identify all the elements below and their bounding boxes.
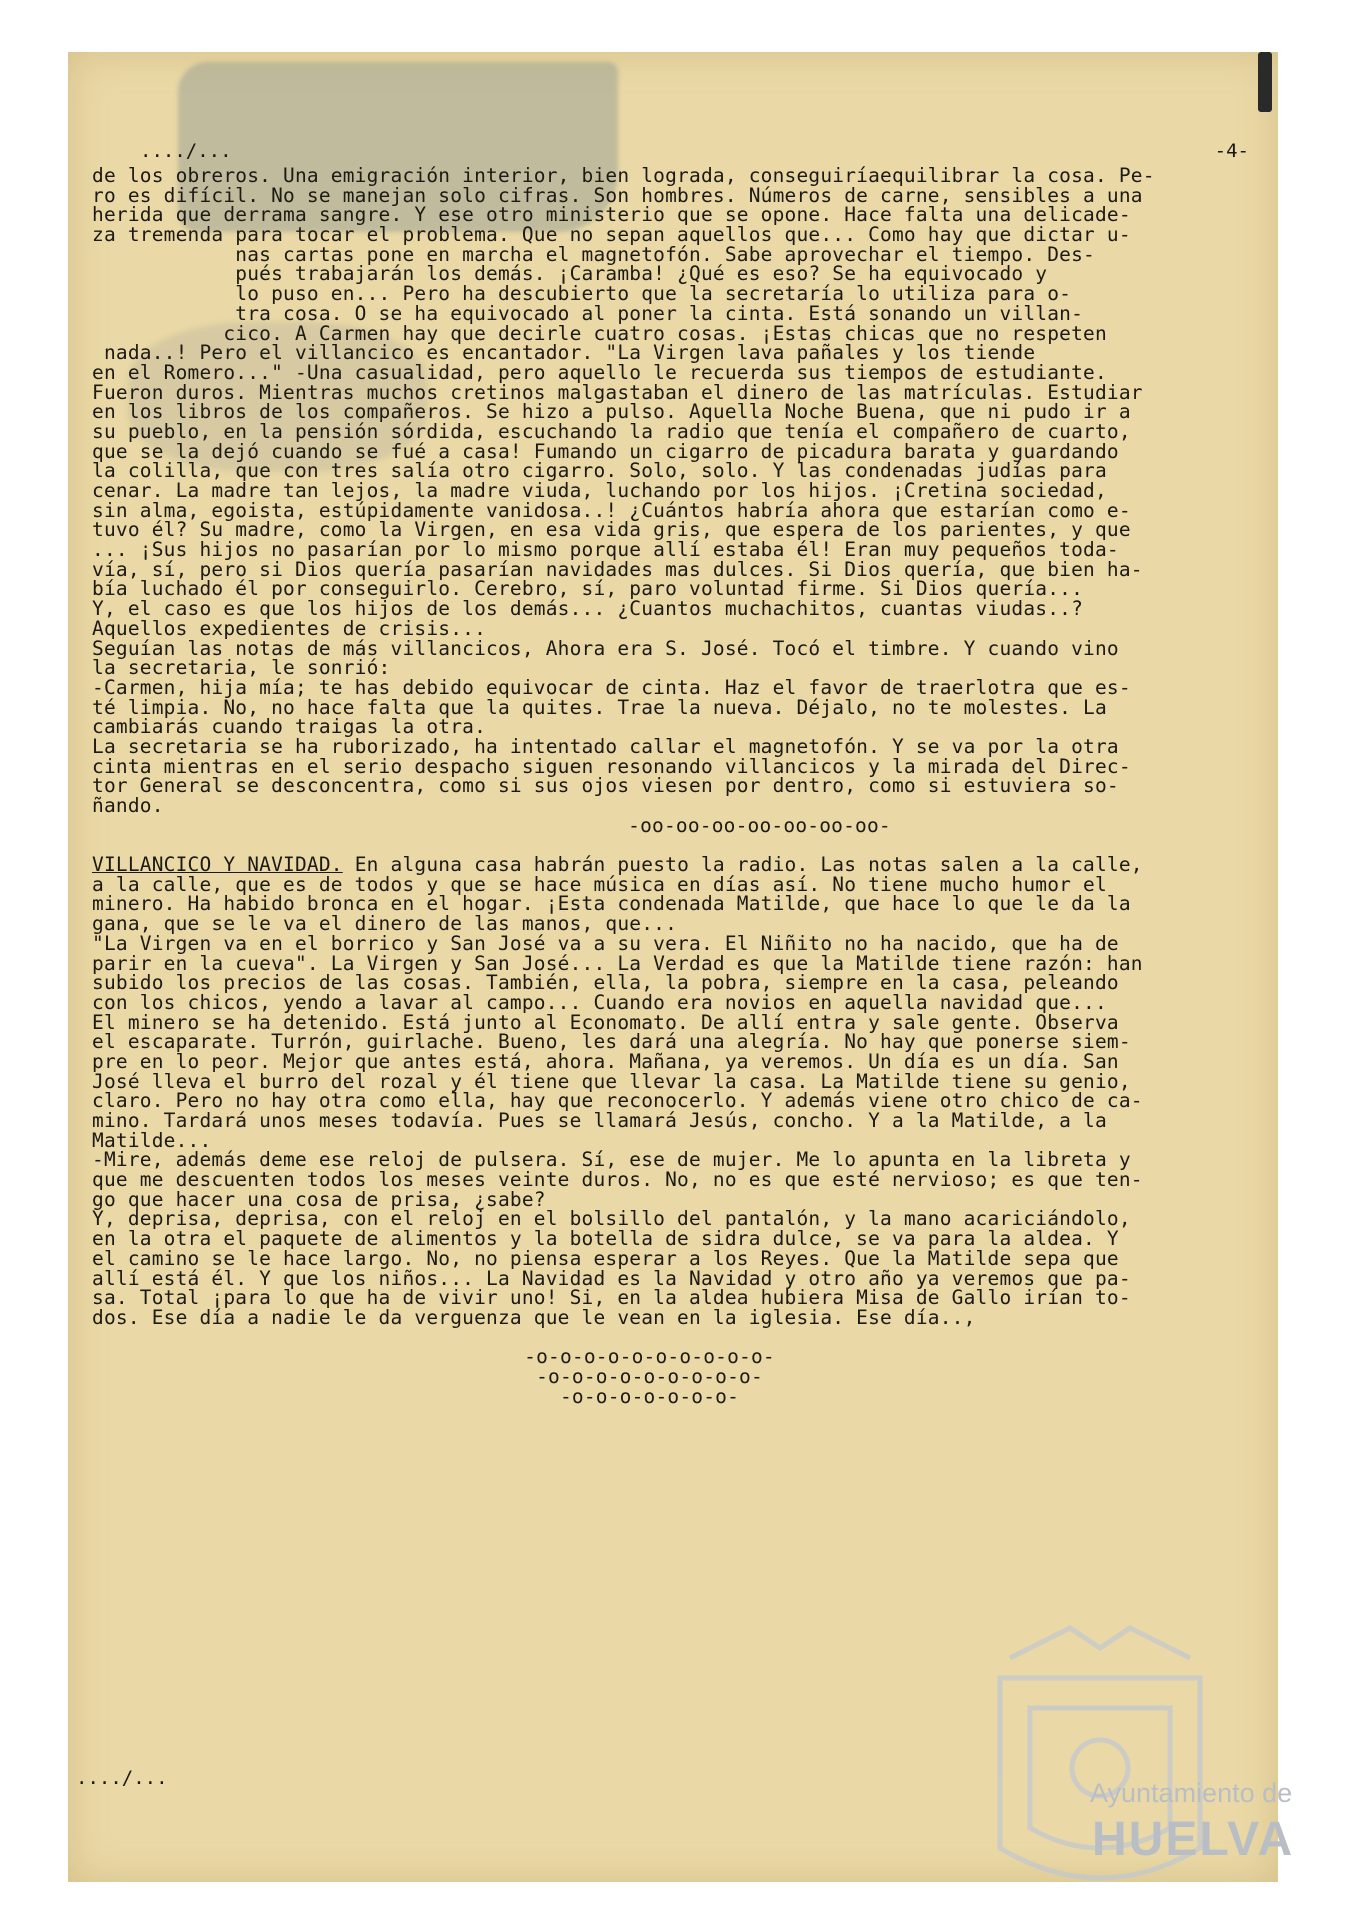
text-line: lo puso en... Pero ha descubierto que la secretaría lo utiliza para o- <box>92 282 1072 306</box>
text-line: Y, deprisa, deprisa, con el reloj en el bolsillo del pantalón, y la mano acariciándolo, <box>92 1207 1131 1231</box>
text-line: allí está él. Y que los niños... La Navidad es la Navidad y otro año ya veremos que pa- <box>92 1266 1131 1290</box>
text-line: té limpia. No, no hace falta que la quites. Trae la nueva. Déjalo, no te molestes. La <box>92 695 1107 719</box>
text-line: ñando. <box>92 794 164 817</box>
text-line: en los libros de los compañeros. Se hizo a pulso. Aquella Noche Buena, que ni pudo ir a <box>92 400 1131 424</box>
text-line: -Carmen, hija mía; te has debido equivocar de cinta. Haz el favor de traerlotra que es- <box>92 675 1131 699</box>
separator-line: -oo-oo-oo-oo-oo-oo-oo- <box>628 813 891 837</box>
text-line: dos. Ese día a nadie le da verguenza que le vean en la iglesia. Ese día.., <box>92 1305 976 1329</box>
text-line: Fueron duros. Mientras muchos cretinos malgastaban el dinero de las matrículas. Estudiar <box>92 380 1143 404</box>
page-edge-mark <box>1258 52 1272 112</box>
text-line: cinta mientras en el serio despacho siguen resonando villancicos y la mirada del Direc- <box>92 754 1131 778</box>
text-line: el camino se le hace largo. No, no piensa esperar a los Reyes. Que la Matilde sepa que <box>92 1246 1119 1270</box>
text-line: herida que derrama sangre. Y ese otro ministerio que se opone. Hace falta una delicade- <box>92 203 1131 227</box>
separator-line: -o-o-o-o-o-o-o-o-o- <box>536 1364 763 1388</box>
watermark-line2: HUELVA <box>1092 1813 1295 1866</box>
typed-text <box>92 166 1167 1406</box>
text-line: pués trabajarán los demás. ¡Caramba! ¿Qué es eso? Se ha equivocado y <box>92 262 1048 286</box>
text-line: ... ¡Sus hijos no pasarían por lo mismo porque allí estaba él! Eran muy pequeños toda- <box>92 538 1119 562</box>
text-line: mino. Tardará unos meses todavía. Pues se llamará Jesús, concho. Y a la Matilde, a la <box>92 1109 1107 1132</box>
text-line: bía luchado él por conseguirlo. Cerebro, sí, paro voluntad firme. Si Dios quería... <box>92 577 1084 601</box>
text-line: en la otra el paquete de alimentos y la botella de sidra dulce, se va para la aldea. Y <box>92 1227 1119 1251</box>
section-first-line: En alguna casa habrán puesto la radio. Las notas salen a la calle, <box>342 853 1143 877</box>
text-line: José lleva el burro del rozal y él tiene que llevar la casa. La Matilde tiene su genio, <box>92 1069 1131 1093</box>
text-line: cambiarás cuando traigas la otra. <box>92 715 487 739</box>
text-line: sa. Total ¡para lo que ha de vivir uno! Si, en la aldea hubiera Misa de Gallo irían to- <box>92 1286 1131 1310</box>
text-line: Y, el caso es que los hijos de los demás... ¿Cuantos muchachitos, cuantas viudas..? <box>92 597 1084 621</box>
text-line: Matilde... <box>92 1128 212 1152</box>
text-line: parir en la cueva". La Virgen y San José... La Verdad es que la Matilde tiene razón: han <box>92 951 1143 975</box>
text-line: tra cosa. O se ha equivocado al poner la cinta. Está sonando un villan- <box>92 301 1084 325</box>
text-line: la colilla, que con tres salía otro cigarro. Solo, solo. Y las condenadas judías para <box>92 459 1107 483</box>
footer-continuation-mark: ..../... <box>76 1767 168 1789</box>
text-line: que se la dejó cuando se fué a casa! Fumando un cigarro de picadura barata y guardando <box>92 439 1119 463</box>
section-heading-line <box>92 855 1167 875</box>
text-line: tor General se desconcentra, como si sus ojos viesen por dentro, como si estuviera so- <box>92 774 1119 798</box>
text-line: que me descuenten todos los meses veinte duros. No, no es que esté nervioso; es que ten- <box>92 1168 1143 1192</box>
text-line: subido los precios de las cosas. También, ella, la pobra, siempre en la casa, peleando <box>92 971 1119 995</box>
separator-line: -o-o-o-o-o-o-o-o-o-o- <box>524 1345 775 1369</box>
text-line: cico. A Carmen hay que decirle cuatro cosas. ¡Estas chicas que no respeten <box>92 321 1107 345</box>
text-line: El minero se ha detenido. Está junto al Economato. De allí entra y sale gente. Observa <box>92 1010 1119 1034</box>
text-line: go que hacer una cosa de prisa, ¿sabe? <box>92 1187 546 1211</box>
text-line: cenar. La madre tan lejos, la madre viuda, luchando por los hijos. ¡Cretina sociedad, <box>92 479 1107 502</box>
page-number: -4- <box>1214 140 1249 162</box>
text-line: ro es difícil. No se manejan solo cifras. Son hombres. Números de carne, sensibles a una <box>92 183 1143 207</box>
text-line: claro. Pero no hay otra como ella, hay que reconocerlo. Y además viene otro chico de ca- <box>92 1089 1143 1113</box>
text-line: tuvo él? Su madre, como la Virgen, en esa vida gris, que espera de los parientes, y que <box>92 518 1131 542</box>
text-line: Aquellos expedientes de crisis... <box>92 616 487 640</box>
text-line: minero. Ha habido bronca en el hogar. ¡Esta condenada Matilde, que hace lo que le da la <box>92 892 1131 916</box>
continuation-mark: ..../... <box>140 140 232 162</box>
text-line: vía, sí, pero si Dios quería pasarían navidades mas dulces. Si Dios quería, que bien ha- <box>92 557 1143 581</box>
text-line: la secretaria, le sonrió: <box>92 656 391 680</box>
separator-line: -o-o-o-o-o-o-o- <box>559 1384 740 1408</box>
section-title: VILLANCICO Y NAVIDAD. <box>92 853 343 877</box>
text-line: sin alma, egoista, estúpidamente vanidosa..! ¿Cuántos habría ahora que estarían como e- <box>92 498 1131 522</box>
text-line: nas cartas pone en marcha el magnetofón. Sabe aprovechar el tiempo. Des- <box>92 242 1095 266</box>
text-line: de los obreros. Una emigración interior, bien lograda, conseguiríaequilibrar la cosa. Pe- <box>92 164 1155 187</box>
text-line: en el Romero..." -Una casualidad, pero aquello le recuerda sus tiempos de estudiante. <box>92 360 1107 384</box>
text-line: Seguían las notas de más villancicos, Ahora era S. José. Tocó el timbre. Y cuando vino <box>92 636 1119 660</box>
text-line: gana, que se le va el dinero de las manos, que... <box>92 912 678 936</box>
text-line: -Mire, además deme ese reloj de pulsera. Sí, ese de mujer. Me lo apunta en la libreta y <box>92 1148 1131 1172</box>
text-line: La secretaria se ha ruborizado, ha intentado callar el magnetofón. Y se va por la otra <box>92 734 1119 758</box>
text-line: za tremenda para tocar el problema. Que no sepan aquellos que... Como hay que dictar u- <box>92 223 1131 247</box>
text-line: pre en lo peor. Mejor que antes está, ahora. Mañana, ya veremos. Un día es un día. San <box>92 1049 1119 1073</box>
text-line: a la calle, que es de todos y que se hace música en días así. No tiene mucho humor el <box>92 872 1107 896</box>
text-line: nada..! Pero el villancico es encantador. "La Virgen lava pañales y los tiende <box>92 341 1036 365</box>
text-line: "La Virgen va en el borrico y San José va a su vera. El Niñito no ha nacido, que ha de <box>92 931 1119 955</box>
text-line: con los chicos, yendo a lavar al campo... Cuando era novios en aquella navidad que... <box>92 990 1107 1014</box>
text-line: el escaparate. Turrón, guirlache. Bueno, les dará una alegría. No hay que ponerse siem- <box>92 1030 1131 1054</box>
watermark-line1: Ayuntamiento de <box>1090 1778 1293 1808</box>
text-line: su pueblo, en la pensión sórdida, escuchando la radio que tenía el compañero de cuarto, <box>92 419 1131 443</box>
